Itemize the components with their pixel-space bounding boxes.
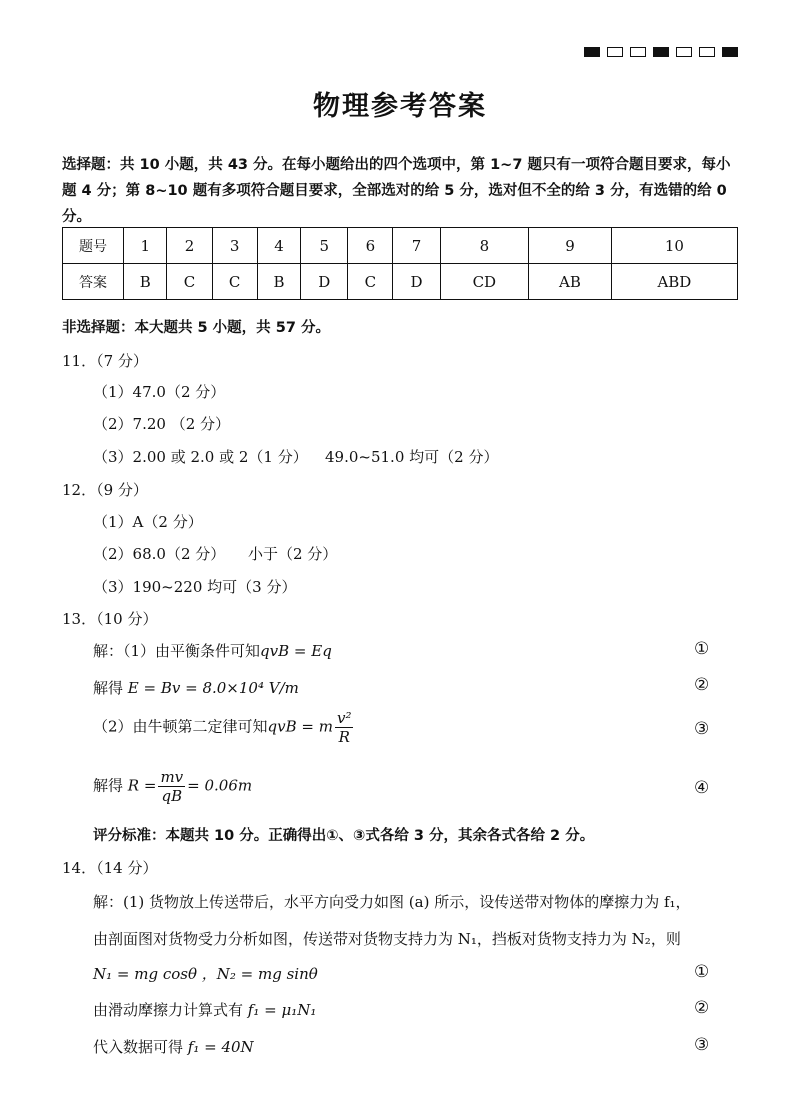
- table-row-label: 答案: [63, 264, 124, 300]
- equation-number: ②: [694, 998, 710, 1018]
- equation-number: ②: [694, 675, 710, 695]
- table-cell: C: [348, 264, 393, 300]
- table-cell: B: [257, 264, 300, 300]
- table-cell: ABD: [611, 264, 737, 300]
- table-cell: D: [393, 264, 440, 300]
- nonchoice-heading: 非选择题：本大题共 5 小题，共 57 分。: [62, 320, 330, 336]
- header-mark-3: [630, 47, 646, 57]
- page-title: 物理参考答案: [313, 91, 487, 122]
- header-mark-6: [699, 47, 715, 57]
- q13-step-4-lhs: R =: [127, 776, 157, 795]
- q12-line-2b: 小于（2 分）: [248, 545, 338, 563]
- q12-line-2a: （2）68.0（2 分）: [93, 545, 226, 563]
- table-cell: C: [212, 264, 257, 300]
- table-cell: AB: [529, 264, 612, 300]
- q14-equation-1-text: N₁ = mg cosθ ，N₂ = mg sinθ: [93, 965, 318, 983]
- fraction-numerator: mv: [160, 768, 184, 786]
- table-cell: 9: [529, 228, 612, 264]
- q13-step-2-text: 解得: [93, 679, 124, 697]
- equation-number: ①: [694, 962, 710, 982]
- q13-step-3-text: （2）由牛顿第二定律可知: [93, 717, 268, 736]
- choice-instructions: 选择题：共 10 小题，共 43 分。在每小题给出的四个选项中，第 1~7 题只有一项符合题目要求，每小题 4 分；第 8~10 题有多项符合题目要求，全部选对的给 5 分，选对但不全的给 3 分，有选错的给 0 分。: [62, 157, 731, 225]
- q14-paragraph-2: 由剖面图对货物受力分析如图，传送带对货物支持力为 N₁，挡板对货物支持力为 N₂，则: [93, 930, 681, 948]
- table-cell: 7: [393, 228, 440, 264]
- equation-number: ③: [694, 1035, 710, 1055]
- table-cell: 6: [348, 228, 393, 264]
- table-cell: D: [301, 264, 348, 300]
- fraction-denominator: qB: [161, 787, 183, 805]
- q11-title: 11．（7 分）: [62, 352, 148, 370]
- q13-step-3: [93, 709, 355, 746]
- answer-table: [62, 227, 738, 300]
- table-cell: 8: [440, 228, 529, 264]
- q12-title: 12．（9 分）: [62, 481, 148, 499]
- q12-line-3: （3）190~220 均可（3 分）: [93, 578, 297, 596]
- q13-step-2: [93, 677, 299, 698]
- q13-step-1: [93, 640, 332, 661]
- fraction-numerator: v²: [336, 709, 352, 727]
- q11-line-3b: 49.0~51.0 均可（2 分）: [325, 448, 499, 466]
- q14-equation-3-text: 代入数据可得: [93, 1038, 184, 1056]
- q13-step-3-equation: qvB = m: [267, 717, 333, 736]
- q13-step-1-equation: qvB = Eq: [260, 642, 332, 660]
- q14-paragraph-1: 解：(1) 货物放上传送带后，水平方向受力如图 (a) 所示，设传送带对物体的摩擦力为 f₁，: [93, 893, 691, 911]
- header-mark-2: [607, 47, 623, 57]
- q13-step-1-text: 解：（1）由平衡条件可知: [93, 642, 261, 660]
- q14-equation-3-formula: f₁ = 40N: [187, 1038, 254, 1056]
- table-cell: 2: [167, 228, 212, 264]
- q13-step-4-fraction: [158, 768, 185, 805]
- q13-step-3-fraction: [335, 709, 354, 746]
- equation-number: ③: [694, 719, 710, 739]
- table-cell: 10: [611, 228, 737, 264]
- q11-line-3a: （3）2.00 或 2.0 或 2（1 分）: [93, 448, 308, 466]
- q14-equation-2: [93, 999, 316, 1020]
- q13-step-4-rhs: = 0.06m: [187, 776, 253, 795]
- equation-number: ④: [694, 778, 710, 798]
- table-cell: B: [124, 264, 167, 300]
- header-mark-5: [676, 47, 692, 57]
- q13-title: 13．（10 分）: [62, 610, 158, 628]
- header-marks: [584, 47, 738, 57]
- q14-equation-3: [93, 1036, 254, 1057]
- table-cell: 4: [257, 228, 300, 264]
- q14-equation-1: [93, 963, 318, 984]
- table-cell: 3: [212, 228, 257, 264]
- table-row-numbers: [63, 228, 738, 264]
- fraction-denominator: R: [338, 728, 350, 746]
- q14-title: 14．（14 分）: [62, 859, 158, 877]
- equation-number: ①: [694, 639, 710, 659]
- header-mark-7: [722, 47, 738, 57]
- table-cell: CD: [440, 264, 529, 300]
- q13-scoring-note: 评分标准：本题共 10 分。正确得出①、③式各给 3 分，其余各式各给 2 分。: [93, 828, 595, 844]
- table-cell: 5: [301, 228, 348, 264]
- q14-equation-2-formula: f₁ = μ₁N₁: [247, 1001, 317, 1019]
- q14-equation-2-text: 由滑动摩擦力计算式有: [93, 1001, 244, 1019]
- q13-step-2-equation: E = Bv = 8.0×10⁴ V/m: [127, 679, 299, 697]
- q11-line-1: （1）47.0（2 分）: [93, 383, 226, 401]
- table-row-label: 题号: [63, 228, 124, 264]
- table-row-answers: [63, 264, 738, 300]
- table-cell: C: [167, 264, 212, 300]
- q12-line-1: （1）A（2 分）: [93, 513, 203, 531]
- q13-step-4-text: 解得: [93, 776, 124, 795]
- table-cell: 1: [124, 228, 167, 264]
- header-mark-4: [653, 47, 669, 57]
- q13-step-4: [93, 768, 252, 805]
- q11-line-2: （2）7.20 （2 分）: [93, 415, 231, 433]
- header-mark-1: [584, 47, 600, 57]
